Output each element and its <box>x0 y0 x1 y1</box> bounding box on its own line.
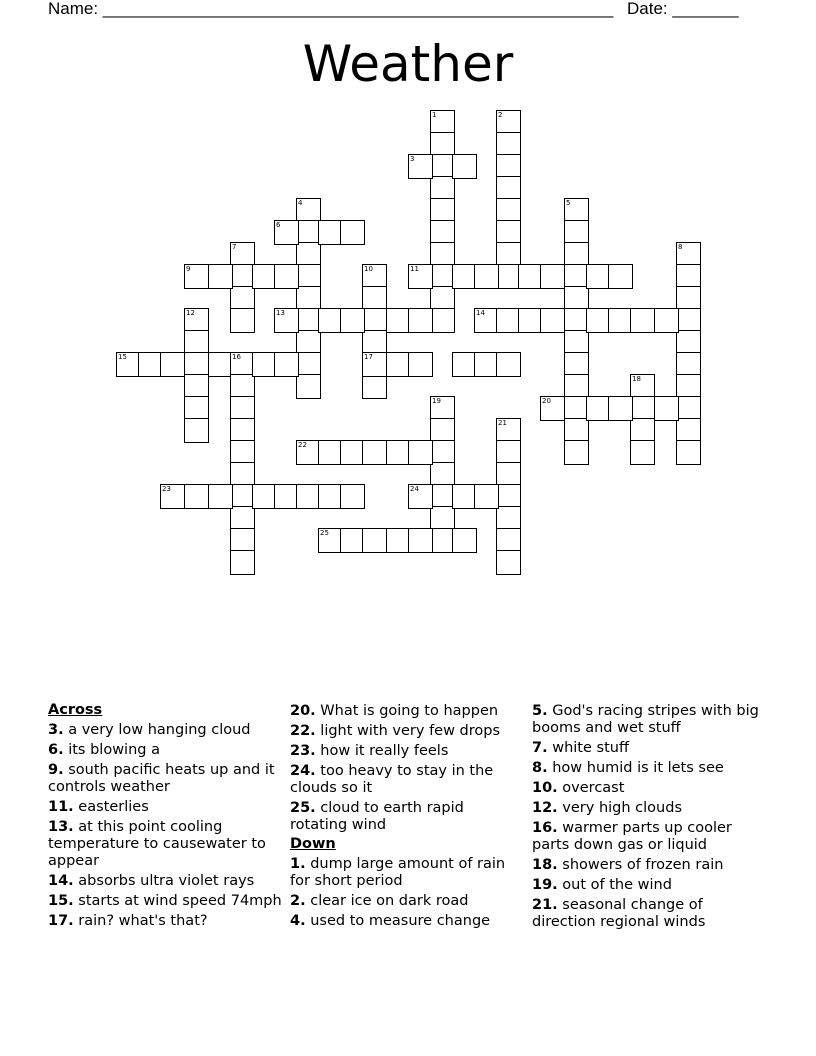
clue-number: 3. <box>48 722 64 738</box>
clue-item <box>290 893 525 910</box>
clue-number: 13. <box>48 819 74 835</box>
grid-cell[interactable] <box>296 374 321 399</box>
clue-number: 11. <box>48 799 74 815</box>
clue-item <box>290 913 525 930</box>
clue-number: 24. <box>290 763 316 779</box>
clue-item <box>48 742 283 759</box>
clue-number-label: 4 <box>298 199 303 207</box>
clue-number-label: 22 <box>298 441 307 449</box>
grid-cell[interactable] <box>408 308 433 333</box>
clue-text: a very low hanging cloud <box>68 722 251 738</box>
clue-number-label: 20 <box>542 397 551 405</box>
grid-cell[interactable] <box>208 484 233 509</box>
clue-number: 25. <box>290 800 316 816</box>
clue-text: its blowing a <box>68 742 160 758</box>
clue-text: south pacific heats up and it controls weather <box>48 762 275 795</box>
grid-cell[interactable] <box>630 308 655 333</box>
grid-cell[interactable] <box>362 528 387 553</box>
clue-column-2 <box>290 700 525 930</box>
clue-item <box>532 760 767 777</box>
grid-cell[interactable] <box>654 308 679 333</box>
clue-text: how humid is it lets see <box>552 760 724 776</box>
clue-number-label: 2 <box>498 111 503 119</box>
clue-number-label: 5 <box>566 199 571 207</box>
name-field-label: Name: ______________________________________________________ <box>48 0 614 18</box>
clue-text: out of the wind <box>562 877 672 893</box>
grid-cell[interactable] <box>496 352 521 377</box>
clue-text: overcast <box>562 780 625 796</box>
grid-cell[interactable] <box>496 550 521 575</box>
clue-text: showers of frozen rain <box>562 857 724 873</box>
clue-item <box>290 763 525 797</box>
clue-item <box>48 799 283 816</box>
grid-cell[interactable] <box>340 308 365 333</box>
clue-number-label: 6 <box>276 221 281 229</box>
grid-cell-6[interactable] <box>274 220 299 245</box>
clue-number: 10. <box>532 780 558 796</box>
clue-number-label: 17 <box>364 353 373 361</box>
section-heading-down: Down <box>290 836 336 852</box>
grid-cell-13[interactable] <box>274 308 299 333</box>
clue-number-label: 10 <box>364 265 373 273</box>
clue-item <box>532 780 767 797</box>
grid-cell[interactable] <box>184 418 209 443</box>
grid-cell[interactable] <box>230 550 255 575</box>
clue-number-label: 21 <box>498 419 507 427</box>
clue-text: God's racing stripes with big booms and wet stuff <box>532 703 759 736</box>
clue-text: too heavy to stay in the clouds so it <box>290 763 494 796</box>
grid-cell[interactable] <box>408 440 433 465</box>
clue-text: rain? what's that? <box>78 913 208 929</box>
clue-item <box>48 722 283 739</box>
clue-number: 21. <box>532 897 558 913</box>
grid-cell[interactable] <box>540 308 565 333</box>
grid-cell[interactable] <box>474 264 499 289</box>
page-title: Weather <box>302 35 514 93</box>
grid-cell[interactable] <box>362 440 387 465</box>
clue-number-label: 13 <box>276 309 285 317</box>
grid-cell[interactable] <box>208 264 233 289</box>
clue-text: at this point cooling temperature to causewater to appear <box>48 819 266 869</box>
clue-text: seasonal change of direction regional winds <box>532 897 706 930</box>
clue-column-3 <box>532 700 767 931</box>
clue-number: 14. <box>48 873 74 889</box>
grid-cell-3[interactable] <box>408 154 433 179</box>
clue-number-label: 16 <box>232 353 241 361</box>
clue-text: used to measure change <box>310 913 491 929</box>
clue-item <box>290 723 525 740</box>
grid-cell[interactable] <box>564 440 589 465</box>
clue-text: how it really feels <box>320 743 449 759</box>
clue-item <box>48 762 283 796</box>
grid-cell[interactable] <box>676 440 701 465</box>
clue-number: 8. <box>532 760 548 776</box>
clue-number: 12. <box>532 800 558 816</box>
grid-cell[interactable] <box>452 154 477 179</box>
clue-number: 18. <box>532 857 558 873</box>
grid-cell[interactable] <box>340 220 365 245</box>
grid-cell[interactable] <box>654 396 679 421</box>
grid-cell[interactable] <box>274 352 299 377</box>
clue-item <box>290 800 525 834</box>
grid-cell[interactable] <box>408 352 433 377</box>
clue-item <box>290 703 525 720</box>
clue-number-label: 1 <box>432 111 437 119</box>
grid-cell[interactable] <box>630 440 655 465</box>
clue-item <box>532 703 767 737</box>
grid-cell-20[interactable] <box>540 396 565 421</box>
clue-text: starts at wind speed 74mph <box>78 893 282 909</box>
clue-text: light with very few drops <box>320 723 501 739</box>
clue-number-label: 24 <box>410 485 419 493</box>
clue-text: warmer parts up cooler parts down gas or liquid <box>532 820 732 853</box>
clue-number: 23. <box>290 743 316 759</box>
clue-text: clear ice on dark road <box>310 893 469 909</box>
clue-text: easterlies <box>78 799 149 815</box>
clue-column-1 <box>48 700 283 930</box>
grid-cell[interactable] <box>274 264 299 289</box>
clue-number: 15. <box>48 893 74 909</box>
clue-number: 6. <box>48 742 64 758</box>
clue-item <box>532 800 767 817</box>
clue-item <box>532 897 767 931</box>
clue-number-label: 11 <box>410 265 419 273</box>
clue-number-label: 14 <box>476 309 485 317</box>
clue-number-label: 15 <box>118 353 127 361</box>
grid-cell[interactable] <box>408 528 433 553</box>
clue-item <box>290 743 525 760</box>
grid-cell[interactable] <box>160 352 185 377</box>
clue-number-label: 7 <box>232 243 237 251</box>
grid-cell-11[interactable] <box>408 264 433 289</box>
clue-item <box>290 856 525 890</box>
grid-cell[interactable] <box>474 484 499 509</box>
clue-number: 5. <box>532 703 548 719</box>
clue-number: 16. <box>532 820 558 836</box>
clue-text: very high clouds <box>562 800 682 816</box>
clue-number: 1. <box>290 856 306 872</box>
clue-text: white stuff <box>552 740 629 756</box>
clue-item <box>48 819 283 870</box>
clue-number: 17. <box>48 913 74 929</box>
grid-cell-9[interactable] <box>184 264 209 289</box>
grid-cell-24[interactable] <box>408 484 433 509</box>
clue-number-label: 3 <box>410 155 415 163</box>
clue-number: 7. <box>532 740 548 756</box>
grid-cell-17[interactable] <box>362 352 387 377</box>
clue-number-label: 18 <box>632 375 641 383</box>
clue-number-label: 23 <box>162 485 171 493</box>
section-heading-across: Across <box>48 702 103 718</box>
grid-cell[interactable] <box>430 308 455 333</box>
grid-cell[interactable] <box>340 484 365 509</box>
date-field-label: Date: _______ <box>627 0 739 18</box>
clue-text: cloud to earth rapid rotating wind <box>290 800 464 833</box>
clue-number: 9. <box>48 762 64 778</box>
clue-number-label: 9 <box>186 265 191 273</box>
clue-number: 4. <box>290 913 306 929</box>
clue-text: dump large amount of rain for short period <box>290 856 506 889</box>
clue-number: 2. <box>290 893 306 909</box>
clue-item <box>532 740 767 757</box>
clue-number: 22. <box>290 723 316 739</box>
grid-cell[interactable] <box>452 528 477 553</box>
grid-cell[interactable] <box>184 484 209 509</box>
grid-cell[interactable] <box>230 308 255 333</box>
clue-number-label: 19 <box>432 397 441 405</box>
clue-number-label: 12 <box>186 309 195 317</box>
clue-item <box>48 913 283 930</box>
grid-cell-23[interactable] <box>160 484 185 509</box>
clue-number: 20. <box>290 703 316 719</box>
clue-number-label: 25 <box>320 529 329 537</box>
grid-cell[interactable] <box>608 264 633 289</box>
clue-number: 19. <box>532 877 558 893</box>
clue-item <box>532 877 767 894</box>
clue-item <box>532 857 767 874</box>
grid-cell[interactable] <box>362 374 387 399</box>
grid-cell[interactable] <box>608 396 633 421</box>
clue-number-label: 8 <box>678 243 683 251</box>
clue-text: absorbs ultra violet rays <box>78 873 255 889</box>
clue-item <box>48 893 283 910</box>
clue-item <box>532 820 767 854</box>
clue-text: What is going to happen <box>320 703 499 719</box>
clue-item <box>48 873 283 890</box>
grid-cell[interactable] <box>540 264 565 289</box>
